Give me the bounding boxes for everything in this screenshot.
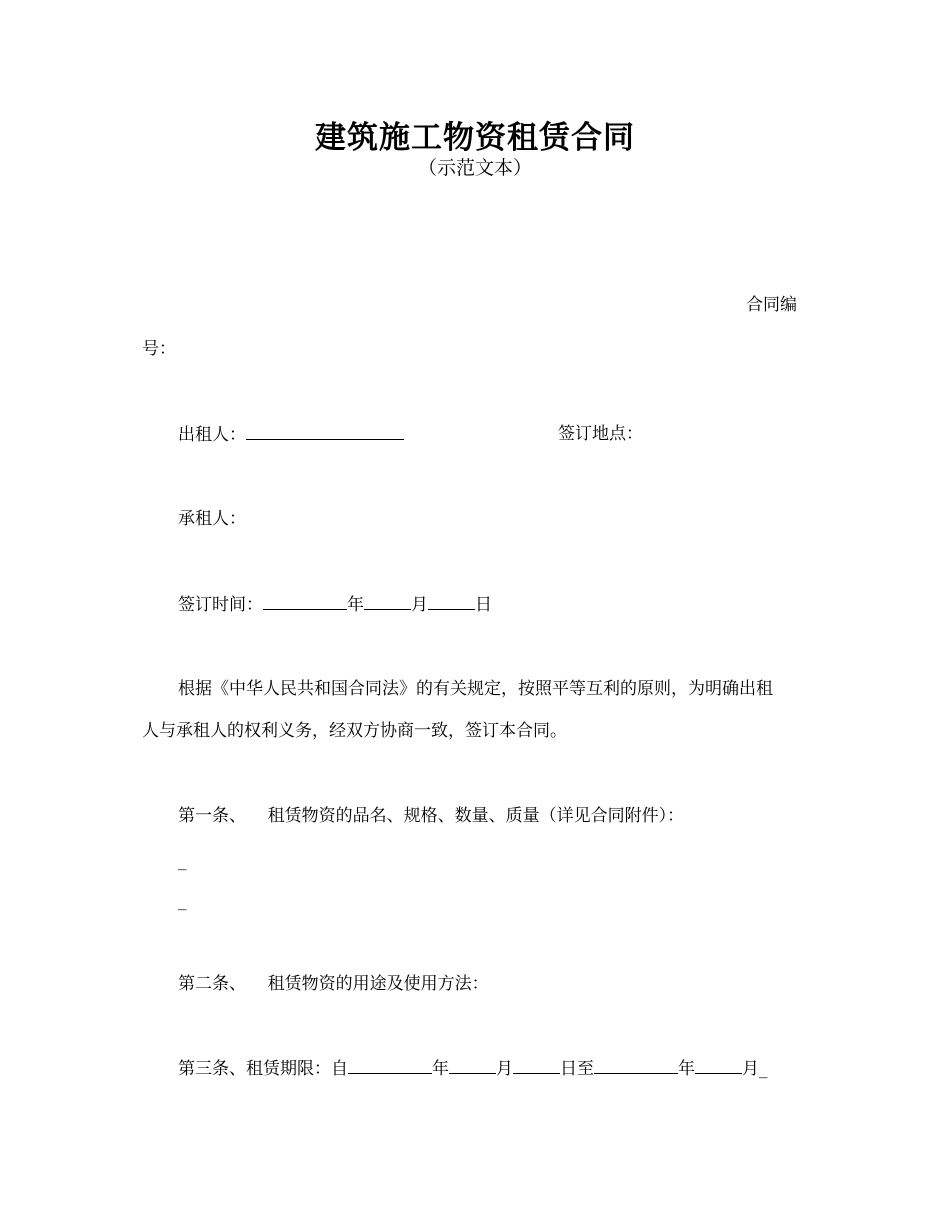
lease-start-day-blank[interactable] [513,1057,560,1074]
article-2: 第二条、 租赁物资的用途及使用方法： [178,974,489,994]
article-3-month-2: 月 [742,1059,759,1079]
article-1: 第一条、 租赁物资的品名、规格、数量、质量（详见合同附件）： [178,806,685,826]
article-3-month: 月 [496,1059,513,1079]
lease-end-month-blank[interactable] [695,1057,742,1074]
preamble-line-1: 根据《中华人民共和国合同法》的有关规定，按照平等互利的原则，为明确出租 [178,679,773,699]
lessor-row [178,423,404,446]
sign-year-blank[interactable] [263,593,347,610]
year-label: 年 [347,595,364,615]
article-3-prefix: 第三条、租赁期限：自 [178,1059,348,1079]
sign-day-blank[interactable] [428,593,475,610]
lessor-label: 出租人： [178,425,246,445]
lease-start-year-blank[interactable] [348,1057,432,1074]
contract-no-label: 合同编 [746,295,797,315]
lessor-blank[interactable] [246,423,404,440]
lease-start-month-blank[interactable] [449,1057,496,1074]
article-1-blank-2[interactable]: _ [178,891,187,911]
article-3-tail: _ [759,1059,768,1079]
sign-place-label: 签订地点： [558,424,643,444]
lessee-label: 承租人： [178,509,246,529]
month-label: 月 [411,595,428,615]
lease-end-year-blank[interactable] [594,1057,678,1074]
sign-month-blank[interactable] [364,593,411,610]
contract-no-label-continued: 号： [142,339,176,359]
sign-time-row [178,593,492,616]
article-3-day-to: 日至 [560,1059,594,1079]
preamble-line-2: 人与承租人的权利义务，经双方协商一致，签订本合同。 [142,721,567,741]
document-subtitle: （示范文本） [417,157,532,179]
article-3-row [178,1057,768,1080]
article-3-year: 年 [432,1059,449,1079]
day-label: 日 [475,595,492,615]
sign-time-label: 签订时间： [178,595,263,615]
article-1-blank-1[interactable]: _ [178,851,187,871]
document-title: 建筑施工物资租赁合同 [315,120,635,156]
article-3-year-2: 年 [678,1059,695,1079]
